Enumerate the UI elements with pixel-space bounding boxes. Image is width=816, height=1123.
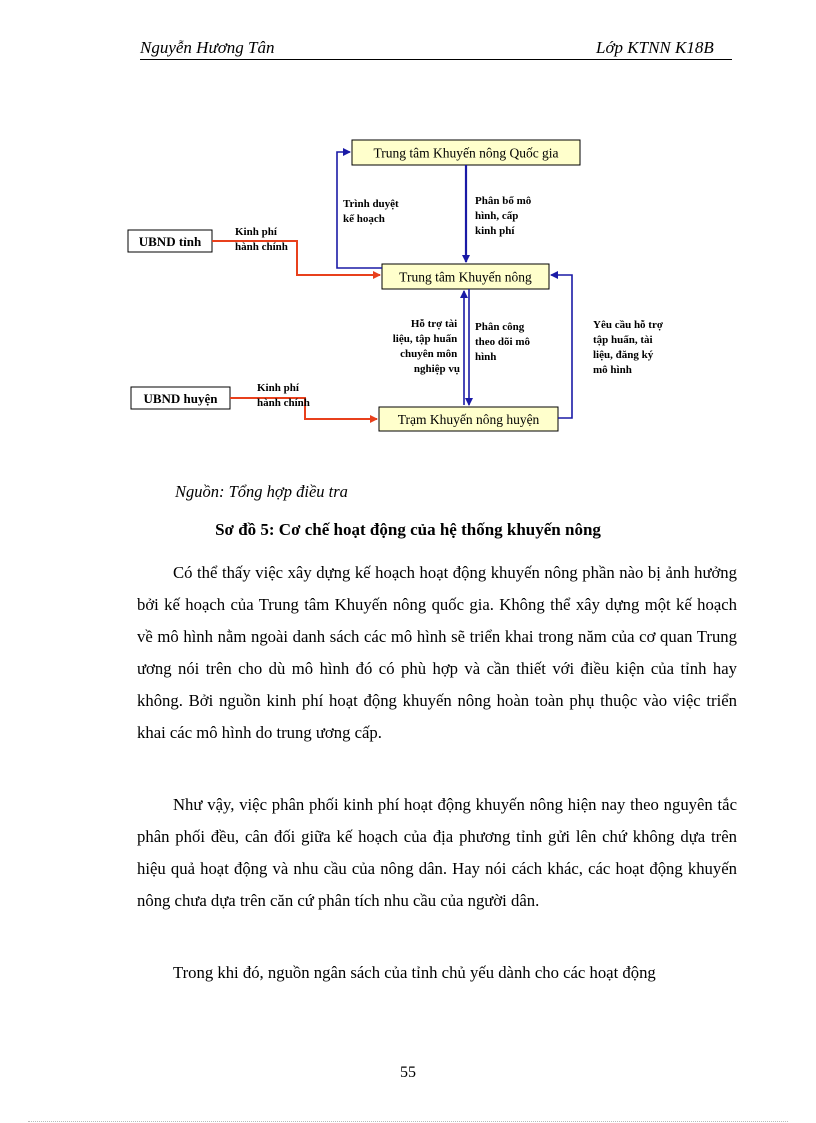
paragraph-3: Trong khi đó, nguồn ngân sách của tỉnh chủ yếu dành cho các hoạt động: [173, 963, 656, 982]
arrow-request: [551, 275, 572, 418]
page-number: 55: [400, 1064, 416, 1081]
paragraph-1: Có thể thấy việc xây dựng kế hoạch hoạt động khuyến nông phần nào bị ảnh hưởng bởi kế hoạch của Trung tâm Khuyến nông quốc gia. Không thể xây dựng một kế hoạch về mô hình nằm ngoài danh sách các mô hình sẽ triển khai trong năm của cơ quan Trung ương nói trên cho dù mô hình đó có phù hợp và cần thiết với điều kiện của tỉnh hay không. Bởi nguồn kinh phí hoạt động khuyến nông hoàn toàn phụ thuộc vào việc triển khai các mô hình do trung ương cấp.: [137, 563, 737, 742]
header-class: Lớp KTNN K18B: [596, 38, 714, 57]
box-national-center: [352, 140, 580, 165]
label-approve-plan: Trình duyệt kế hoạch: [343, 198, 399, 225]
page-bottom-rule: [28, 1121, 788, 1122]
provincial-center-label: Trung tâm Khuyến nông: [399, 269, 532, 285]
label-support: Hỗ trợ tài liệu, tập huấn chuyên môn nghiệp vụ: [392, 318, 460, 375]
paragraph-2: Như vậy, việc phân phối kinh phí hoạt động khuyến nông hiện nay theo nguyên tắc phân phối đều, cân đối giữa kế hoạch của địa phương tỉnh gửi lên chứ không dựa trên hiệu quả hoạt động và nhu cầu của nông dân. Hay nói cách khác, các hoạt động khuyến nông chưa dựa trên căn cứ phân tích nhu cầu của người dân.: [137, 795, 737, 910]
national-center-label: Trung tâm Khuyến nông Quốc gia: [373, 145, 559, 161]
ubnd-district-label: UBND huyện: [143, 391, 218, 406]
label-allocate: Phân bổ mô hình, cấp kinh phí: [475, 195, 532, 237]
arrow-approve-plan: [337, 152, 382, 268]
district-station-label: Trạm Khuyến nông huyện: [397, 412, 540, 427]
label-admin-cost-district: Kinh phí hành chính: [257, 382, 310, 409]
box-ubnd-province: [128, 230, 212, 252]
header-author: Nguyễn Hương Tân: [140, 38, 275, 57]
label-request: Yêu cầu hỗ trợ tập huấn, tài liệu, đăng ký mô hình: [593, 319, 663, 376]
ubnd-province-label: UBND tỉnh: [138, 234, 202, 249]
source-note: Nguồn: Tổng hợp điều tra: [175, 482, 348, 501]
box-district-station: [379, 407, 558, 431]
box-provincial-center: [382, 264, 549, 289]
label-assign: Phân công theo dõi mô hình: [475, 321, 530, 363]
diagram-caption: Sơ đồ 5: Cơ chế hoạt động của hệ thống khuyến nông: [215, 520, 601, 539]
extension-system-diagram: [0, 0, 816, 470]
label-admin-cost-province: Kinh phí hành chính: [235, 226, 288, 253]
box-ubnd-district: [131, 387, 230, 409]
